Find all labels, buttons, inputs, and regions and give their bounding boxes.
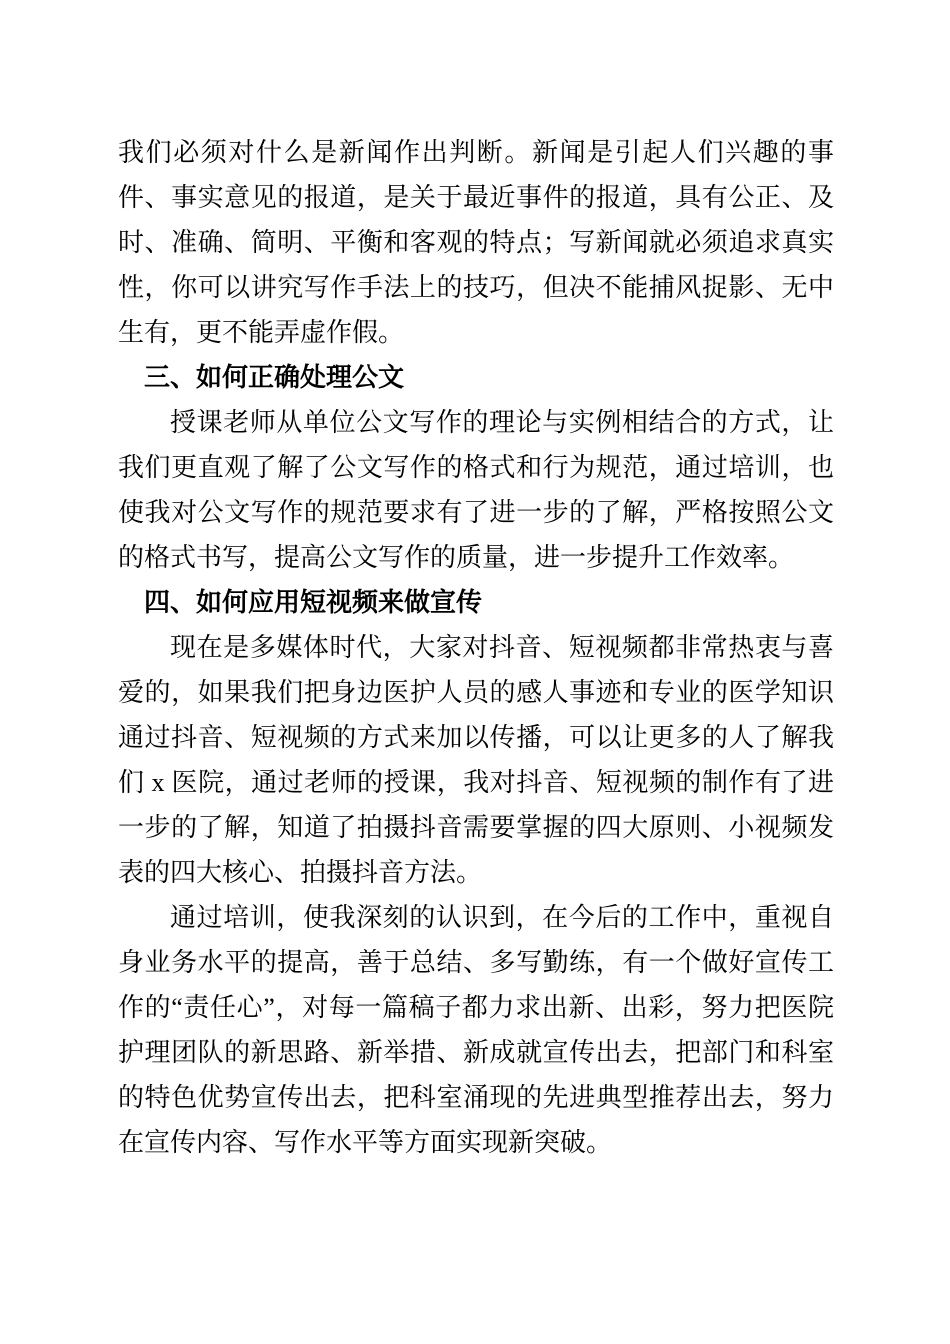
- section-heading-4: 四、如何应用短视频来做宣传: [144, 587, 483, 617]
- paragraph-training-summary: 通过培训，使我深刻的认识到，在今后的工作中，重视自身业务水平的提高，善于总结、多写勤练，有一个做好宣传工作的“责任心”，对每一篇稿子都力求出新、出彩，努力把医院护理团队的新思路、新举措、新成就宣传出去，把部门和科室的特色优势宣传出去，把科室涌现的先进典型推荐出去，努力在宣传内容、写作水平等方面实现新突破。: [118, 903, 834, 1157]
- paragraph-news-judgement: 我们必须对什么是新闻作出判断。新闻是引起人们兴趣的事件、事实意见的报道，是关于最近事件的报道，具有公正、及时、准确、简明、平衡和客观的特点；写新闻就必须追求真实性，你可以讲究写作手法上的技巧，但决不能捕风捉影、无中生有，更不能弄虚作假。: [118, 138, 834, 347]
- section-heading-3: 三、如何正确处理公文: [144, 362, 405, 392]
- paragraph-short-video: 现在是多媒体时代，大家对抖音、短视频都非常热衷与喜爱的，如果我们把身边医护人员的感人事迹和专业的医学知识通过抖音、短视频的方式来加以传播，可以让更多的人了解我们 x 医院，通过老师的授课，我对抖音、短视频的制作有了进一步的了解，知道了拍摄抖音需要掌握的四大原则、小视频发表的四大核心、拍摄抖音方法。: [118, 633, 834, 887]
- document-content: [118, 130, 834, 1165]
- paragraph-official-document: 授课老师从单位公文写作的理论与实例相结合的方式，让我们更直观了解了公文写作的格式和行为规范，通过培训，也使我对公文写作的规范要求有了进一步的了解，严格按照公文的格式书写，提高公文写作的质量，进一步提升工作效率。: [118, 408, 834, 572]
